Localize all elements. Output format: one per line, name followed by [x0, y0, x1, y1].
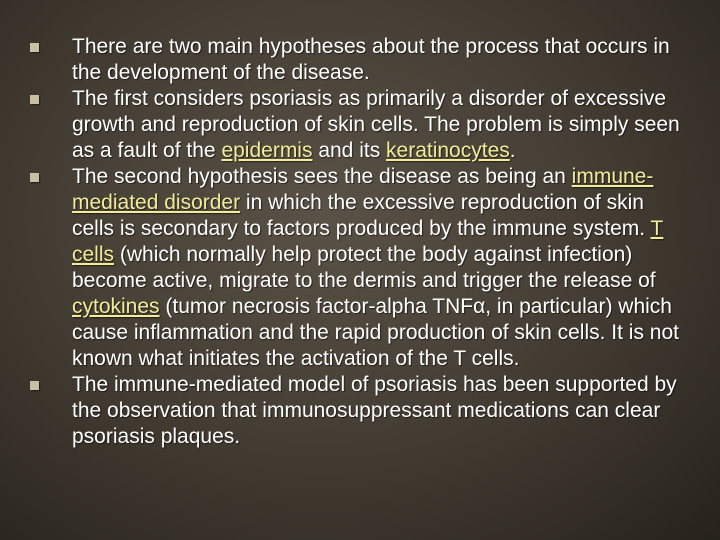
bullet-text: (tumor necrosis factor-alpha TNFα, in particular) which cause inflammation and the rapid production of skin cells. It is not known what initiates the activation of the T cells. [72, 295, 679, 370]
link-t-cells[interactable]: T cells [72, 217, 664, 266]
link-epidermis[interactable]: epidermis [221, 139, 313, 162]
bullet-item-second-hypothesis [30, 164, 690, 372]
bullet-item-first-hypothesis [30, 86, 690, 164]
square-bullet-icon [30, 381, 39, 390]
bullet-text: (which normally help protect the body against infection) become active, migrate to the dermis and trigger the release of [72, 243, 656, 292]
bullet-item-hypotheses [30, 34, 690, 86]
bullet-text: in which the excessive reproduction of skin cells is secondary to factors produced by the immune system. [72, 191, 651, 240]
link-keratinocytes[interactable]: keratinocytes [386, 139, 510, 162]
bullet-text: The immune-mediated model of psoriasis has been supported by the observation that immunosuppressant medications can clear psoriasis plaques. [72, 373, 677, 448]
bullet-text: The second hypothesis sees the disease as being an [72, 165, 572, 188]
square-bullet-icon [30, 95, 39, 104]
bullet-text: There are two main hypotheses about the process that occurs in the development of the disease. [72, 35, 670, 84]
bullet-item-immune-model [30, 372, 690, 450]
link-immune-mediated-disorder[interactable]: immune-mediated disorder [72, 165, 654, 214]
bullet-text: and its [312, 139, 387, 162]
bullet-text: . [509, 139, 516, 162]
square-bullet-icon [30, 173, 39, 182]
link-cytokines[interactable]: cytokines [72, 295, 160, 318]
bullet-list [30, 34, 690, 450]
bullet-text: The first considers psoriasis as primarily a disorder of excessive growth and reproduction of skin cells. The problem is simply seen as a fault of the [72, 87, 680, 162]
square-bullet-icon [30, 43, 39, 52]
